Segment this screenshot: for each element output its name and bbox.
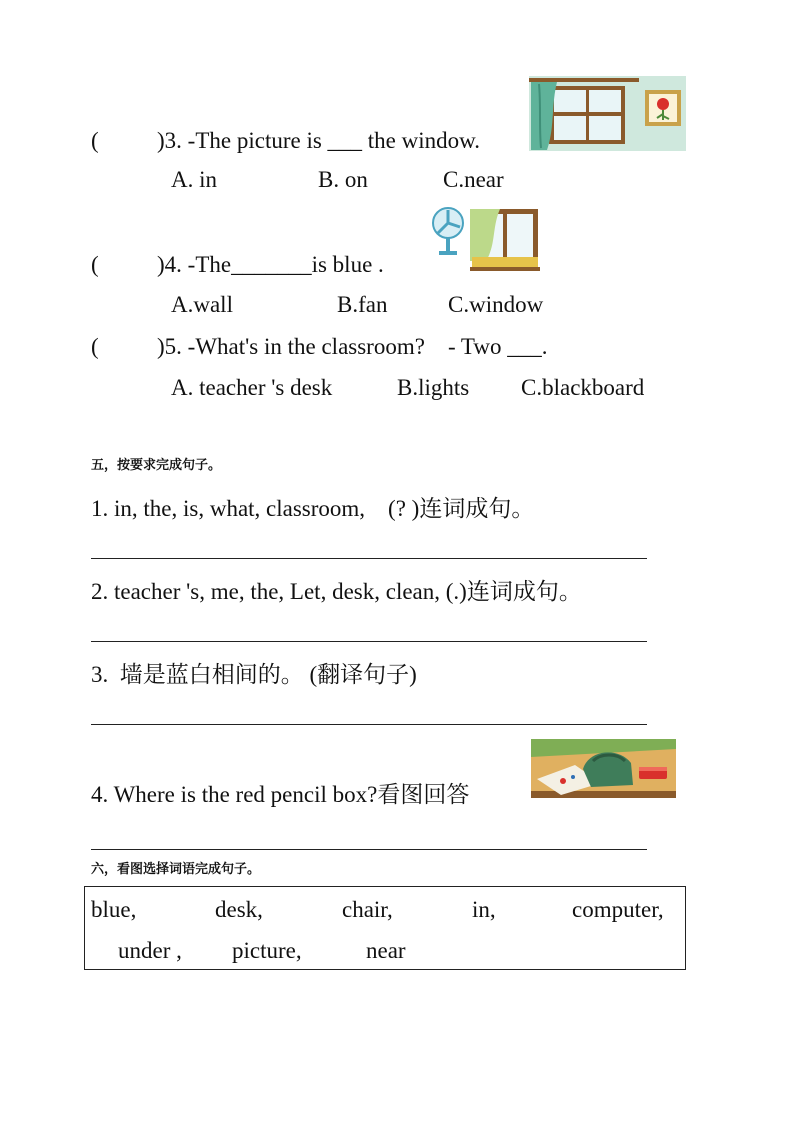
fan-and-window-image [430,205,540,273]
q3-option-c: C.near [443,167,504,192]
q5-option-c: C.blackboard [521,375,645,400]
answer-line-1[interactable] [91,558,647,559]
q3-close-paren: ) [157,128,165,153]
section-6-heading: 六，看图选择词语完成句子。 [91,862,261,877]
word-computer: computer, [572,897,664,922]
word-near: near [366,938,406,963]
desk-with-bag-and-red-pencil-box-image [531,739,676,798]
word-chair: chair, [342,897,393,922]
q4-paren-open: ( [91,252,99,277]
q4-option-a: A.wall [171,292,233,317]
q5-paren-open: ( [91,334,99,359]
section-5-item-3: 3. 墙是蓝白相间的。 (翻译句子) [91,662,417,687]
q3-option-a: A. in [171,167,217,192]
q4-option-b: B.fan [337,292,388,317]
q5-option-b: B.lights [397,375,470,400]
q3-option-b: B. on [318,167,368,192]
q3-stem [157,128,480,154]
window-curtain-picture-frame-image [529,76,686,151]
section-5-heading: 五，按要求完成句子。 [91,458,222,473]
word-picture: picture, [232,938,302,963]
section-5-item-4: 4. Where is the red pencil box?看图回答 [91,782,470,807]
word-bank-box [84,886,686,970]
word-desk: desk, [215,897,263,922]
q5-close-paren: ) [157,334,165,359]
q4-close-paren: ) [157,252,165,277]
q5-stem [157,334,548,360]
q5-text: 5. -What's in the classroom? - Two ___. [164,334,548,359]
section-5-item-1: 1. in, the, is, what, classroom, (? )连词成句。 [91,496,535,521]
answer-line-4[interactable] [91,849,647,850]
word-under: under , [118,938,182,963]
answer-line-2[interactable] [91,641,647,642]
q5-option-a: A. teacher 's desk [171,375,333,400]
answer-line-3[interactable] [91,724,647,725]
word-blue: blue, [91,897,137,922]
q3-paren-open: ( [91,128,99,153]
q4-stem [157,252,384,278]
section-5-item-2: 2. teacher 's, me, the, Let, desk, clean, (.)连词成句。 [91,579,582,604]
q4-text: 4. -The_______is blue . [164,252,384,277]
q4-option-c: C.window [448,292,544,317]
word-in: in, [472,897,496,922]
q3-text: 3. -The picture is ___ the window. [164,128,481,153]
